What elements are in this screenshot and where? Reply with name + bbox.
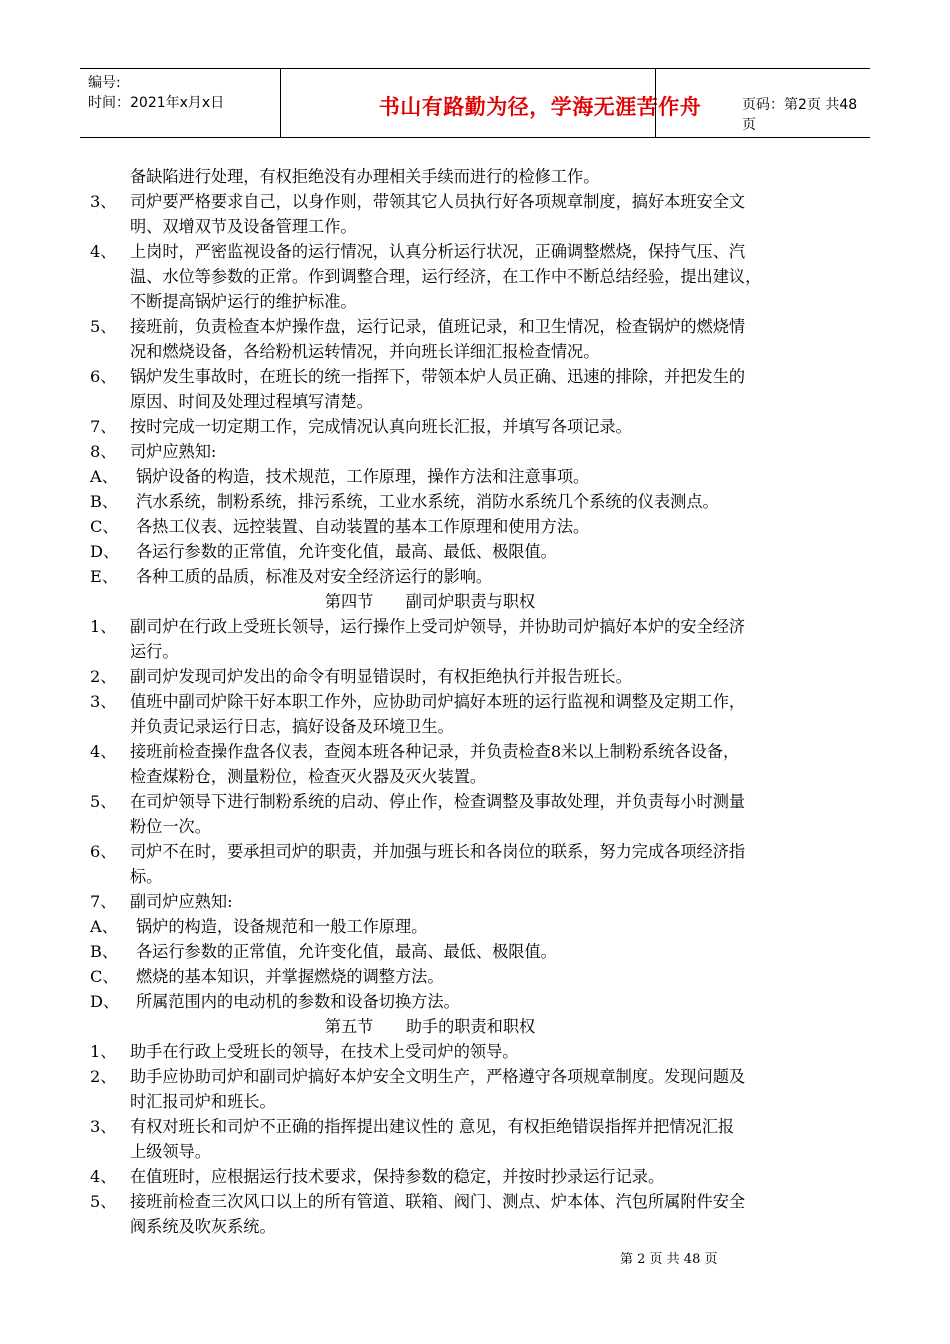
item-text: 司炉要严格要求自己，以身作则，带领其它人员执行好各项规章制度，搞好本班安全文 [130, 192, 746, 211]
item-text: 有权对班长和司炉不正确的指挥提出建议性的 意见，有权拒绝错误指挥并把情况汇报 [130, 1117, 735, 1136]
item-text: 在值班时，应根据运行技术要求，保持参数的稳定，并按时抄录运行记录。 [130, 1167, 665, 1186]
item-text: 燃烧的基本知识，并掌握燃烧的调整方法。 [136, 967, 444, 986]
section-title: 第四节 副司炉职责与职权 [324, 592, 536, 611]
paragraph-line [90, 1064, 870, 1089]
item-text: 并负责记录运行日志，搞好设备及环境卫生。 [130, 717, 454, 736]
item-text: 所属范围内的电动机的参数和设备切换方法。 [136, 992, 460, 1011]
page-footer: 第 2 页 共 48 页 [620, 1252, 718, 1267]
item-text: 值班中副司炉除干好本职工作外，应协助司炉搞好本班的运行监视和调整及定期工作， [130, 692, 746, 711]
item-text: 司炉不在时，要承担司炉的职责，并加强与班长和各岗位的联系，努力完成各项经济指 [130, 842, 746, 861]
item-text: 上级领导。 [130, 1142, 211, 1161]
header-divider [280, 69, 281, 137]
item-text: 接班前检查三次风口以上的所有管道、联箱、阀门、测点、炉本体、汽包所属附件安全 [130, 1192, 746, 1211]
item-text: 按时完成一切定期工作，完成情况认真向班长汇报，并填写各项记录。 [130, 417, 632, 436]
paragraph-line [90, 664, 870, 689]
item-number: 8、 [90, 442, 117, 461]
item-text: 锅炉发生事故时，在班长的统一指挥下，带领本炉人员正确、迅速的排除，并把发生的 [130, 367, 746, 386]
paragraph-line [90, 489, 870, 514]
item-number: 5、 [90, 1192, 117, 1211]
item-text: 汽水系统，制粉系统，排污系统，工业水系统，消防水系统几个系统的仪表测点。 [136, 492, 719, 511]
header-page-label: 页码：第2页 共48页 [742, 97, 858, 133]
item-text: 阀系统及吹灰系统。 [130, 1217, 276, 1236]
item-text: 副司炉应熟知: [130, 892, 233, 911]
item-number: B、 [90, 492, 119, 511]
paragraph-line [90, 789, 870, 814]
paragraph-line [90, 814, 870, 839]
item-text: 副司炉发现司炉发出的命令有明显错误时，有权拒绝执行并报告班长。 [130, 667, 632, 686]
item-text: 况和燃烧设备，各给粉机运转情况，并向班长详细汇报检查情况。 [130, 342, 600, 361]
paragraph-line [90, 989, 870, 1014]
paragraph-line [90, 1139, 870, 1164]
item-number: D、 [90, 542, 120, 561]
item-number: 3、 [90, 192, 117, 211]
section-heading [90, 589, 870, 614]
item-text: 上岗时，严密监视设备的运行情况，认真分析运行状况，正确调整燃烧，保持气压、汽 [130, 242, 746, 261]
item-number: 3、 [90, 1117, 117, 1136]
item-number: E、 [90, 567, 119, 586]
item-text: 运行。 [130, 642, 179, 661]
paragraph-line [90, 564, 870, 589]
item-text: 备缺陷进行处理，有权拒绝没有办理相关手续而进行的检修工作。 [130, 167, 600, 186]
item-text: 接班前检查操作盘各仪表，查阅本班各种记录，并负责检查8米以上制粉系统各设备， [130, 742, 740, 761]
item-number: 4、 [90, 742, 117, 761]
item-number: B、 [90, 942, 119, 961]
item-text: 检查煤粉仓，测量粉位，检查灭火器及灭火装置。 [130, 767, 487, 786]
paragraph-line [90, 614, 870, 639]
paragraph-line [90, 1189, 870, 1214]
document-body [90, 164, 870, 1239]
paragraph-line [90, 514, 870, 539]
item-text: 标。 [130, 867, 163, 886]
paragraph-line [90, 239, 870, 264]
item-number: 6、 [90, 367, 117, 386]
paragraph-line [90, 189, 870, 214]
item-text: 各热工仪表、远控装置、自动装置的基本工作原理和使用方法。 [136, 517, 590, 536]
item-number: 4、 [90, 242, 117, 261]
header-meta [88, 73, 224, 113]
item-text: 助手应协助司炉和副司炉搞好本炉安全文明生产，严格遵守各项规章制度。发现问题及 [130, 1067, 746, 1086]
item-number: 1、 [90, 617, 117, 636]
item-text: 明、双增双节及设备管理工作。 [130, 217, 357, 236]
item-text: 时汇报司炉和班长。 [130, 1092, 276, 1111]
item-text: 各运行参数的正常值，允许变化值，最高、最低、极限值。 [136, 942, 557, 961]
paragraph-line [90, 414, 870, 439]
paragraph-line [90, 714, 870, 739]
item-text: 司炉应熟知: [130, 442, 217, 461]
item-text: 各运行参数的正常值，允许变化值，最高、最低、极限值。 [136, 542, 557, 561]
item-number: 6、 [90, 842, 117, 861]
code-label: 编号: [88, 75, 121, 91]
item-number: 7、 [90, 417, 117, 436]
paragraph-line [90, 1039, 870, 1064]
item-text: 锅炉的构造，设备规范和一般工作原理。 [136, 917, 428, 936]
item-text: 助手在行政上受班长的领导，在技术上受司炉的领导。 [130, 1042, 519, 1061]
paragraph-line [90, 739, 870, 764]
section-title: 第五节 助手的职责和职权 [324, 1017, 536, 1036]
item-text: 锅炉设备的构造，技术规范，工作原理，操作方法和注意事项。 [136, 467, 590, 486]
paragraph-line [90, 264, 870, 289]
item-number: 4、 [90, 1167, 117, 1186]
item-text: 副司炉在行政上受班长领导，运行操作上受司炉领导，并协助司炉搞好本炉的安全经济 [130, 617, 746, 636]
item-number: 5、 [90, 792, 117, 811]
paragraph-line [90, 1089, 870, 1114]
item-text: 不断提高锅炉运行的维护标准。 [130, 292, 357, 311]
header-motto: 书山有路勤为径，学海无涯苦作舟 [378, 95, 702, 119]
paragraph-line [90, 464, 870, 489]
paragraph-line [90, 864, 870, 889]
item-number: A、 [90, 467, 118, 486]
paragraph-line [90, 939, 870, 964]
paragraph-line [90, 439, 870, 464]
paragraph-line [90, 314, 870, 339]
header-divider [655, 69, 656, 137]
paragraph-line [90, 964, 870, 989]
item-text: 接班前，负责检查本炉操作盘，运行记录，值班记录，和卫生情况，检查锅炉的燃烧情 [130, 317, 746, 336]
item-number: 1、 [90, 1042, 117, 1061]
item-text: 原因、时间及处理过程填写清楚。 [130, 392, 373, 411]
item-number: 7、 [90, 892, 117, 911]
item-text: 粉位一次。 [130, 817, 211, 836]
paragraph-line [90, 214, 870, 239]
paragraph-line [90, 1164, 870, 1189]
page-header [80, 68, 870, 138]
paragraph-line [90, 764, 870, 789]
paragraph-line [90, 164, 870, 189]
paragraph-line [90, 389, 870, 414]
item-text: 在司炉领导下进行制粉系统的启动、停止作，检查调整及事故处理，并负责每小时测量 [130, 792, 746, 811]
item-text: 各种工质的品质，标准及对安全经济运行的影响。 [136, 567, 493, 586]
time-label: 时间：2021年x月x日 [88, 95, 225, 111]
section-heading [90, 1014, 870, 1039]
paragraph-line [90, 689, 870, 714]
paragraph-line [90, 1114, 870, 1139]
paragraph-line [90, 339, 870, 364]
paragraph-line [90, 1214, 870, 1239]
item-number: D、 [90, 992, 120, 1011]
item-number: C、 [90, 517, 119, 536]
item-number: 2、 [90, 667, 117, 686]
paragraph-line [90, 839, 870, 864]
item-number: 3、 [90, 692, 117, 711]
paragraph-line [90, 289, 870, 314]
item-number: 2、 [90, 1067, 117, 1086]
item-number: C、 [90, 967, 119, 986]
item-text: 温、水位等参数的正常。作到调整合理，运行经济，在工作中不断总结经验，提出建议， [130, 267, 762, 286]
paragraph-line [90, 364, 870, 389]
paragraph-line [90, 889, 870, 914]
item-number: 5、 [90, 317, 117, 336]
paragraph-line [90, 539, 870, 564]
item-number: A、 [90, 917, 118, 936]
paragraph-line [90, 639, 870, 664]
paragraph-line [90, 914, 870, 939]
